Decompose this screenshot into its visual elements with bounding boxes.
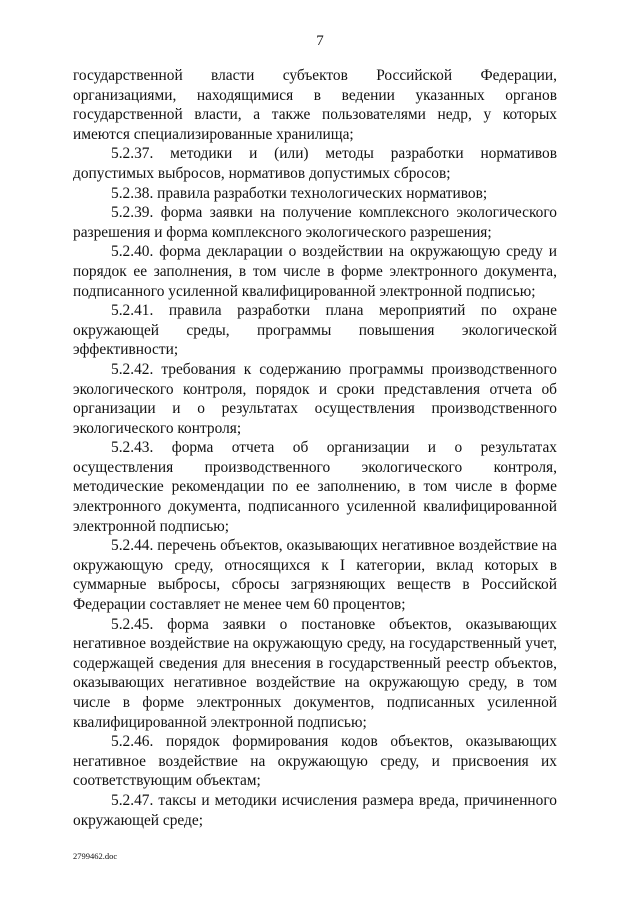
paragraph-5-2-47: 5.2.47. таксы и методики исчисления размера вреда, причиненного окружающей среде; [73,791,557,829]
paragraph-continuation: государственной власти субъектов Российской Федерации, организациями, находящимися в ведении указанных органов государственной власти, а также пользователями недр, у которых имеются специализированные хранилища; [73,67,557,143]
page-number: 7 [316,33,324,49]
paragraph-5-2-37: 5.2.37. методики и (или) методы разработки нормативов допустимых выбросов, нормативов допустимых сбросов; [73,145,557,182]
paragraph-5-2-38: 5.2.38. правила разработки технологических нормативов; [111,184,488,202]
paragraph-5-2-40: 5.2.40. форма декларации о воздействии на окружающую среду и порядок ее заполнения, в том числе в форме электронного документа, подписанного усиленной квалифицированной электронной подписью; [73,243,557,300]
paragraph-5-2-41: 5.2.41. правила разработки плана мероприятий по охране окружающей среды, программы повышения экологической эффективности; [73,302,557,359]
paragraph-5-2-44: 5.2.44. перечень объектов, оказывающих негативное воздействие на окружающую среду, относящихся к I категории, вклад которых в суммарные выбросы, сбросы загрязняющих веществ в Российской Федерации составляет не менее чем 60 процентов; [73,537,557,614]
paragraph-5-2-45: 5.2.45. форма заявки о постановке объектов, оказывающих негативное воздействие на окружающую среду, на государственный учет, содержащей сведения для внесения в государственный реестр объектов, оказывающих негативное воздействие на окружающую среду, в том числе в форме электронных документов, подписанных усиленной квалифицированной электронной подписью; [73,615,557,731]
document-body [73,66,557,830]
paragraph-5-2-46: 5.2.46. порядок формирования кодов объектов, оказывающих негативное воздействие на окружающую среду, и присвоения их соответствующим объектам; [73,733,557,790]
footer-document-code: 2799462.doc [73,851,118,861]
paragraph-5-2-42: 5.2.42. требования к содержанию программы производственного экологического контроля, порядок и сроки представления отчета об организации и о результатах осуществления производственного экологического контроля; [73,360,557,437]
paragraph-5-2-43: 5.2.43. форма отчета об организации и о результатах осуществления производственного экологического контроля, методические рекомендации по ее заполнению, в том числе в форме электронного документа, подписанного усиленной квалифицированной электронной подписью; [73,439,557,535]
paragraph-5-2-39: 5.2.39. форма заявки на получение комплексного экологического разрешения и форма комплексного экологического разрешения; [73,204,557,241]
